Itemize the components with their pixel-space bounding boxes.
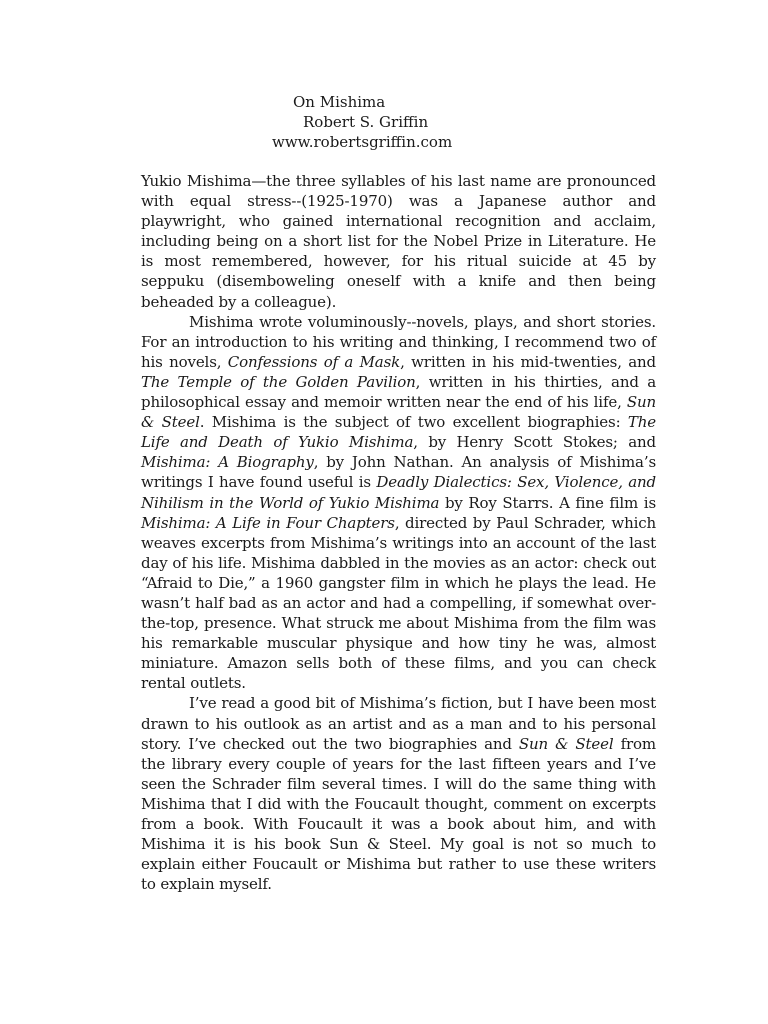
- text-run: , written in his thirties, and a philosophical essay and memoir written near the end of his life,: [141, 372, 656, 412]
- author-name: Robert S. Griffin: [303, 113, 429, 131]
- text-run: Yukio Mishima—the three syllables of his last name are pronounced with equal stress--(1925-1970) was a Japanese author and playwright, who gained international recognition and acclaim, including being on a short list for the Nobel Prize in Literature. He is most remembered, however, for his ritual suicide at 45 by seppuku (disemboweling oneself with a knife and then being beheaded by a colleague).: [141, 172, 656, 311]
- text-run: , directed by Paul Schrader, which weaves excerpts from Mishima’s writings into an account of the last day of his life. Mishima dabbled in the movies as an actor: check out “Afraid to Die,” a 1960 gangster film in which he plays the lead. He wasn’t half bad as an actor and had a compelling, if somewhat over-the-top, presence. What struck me about Mishima from the film was his remarkable muscular physique and how tiny he was, almost miniature. Amazon sells both of these films, and you can check rental outlets.: [141, 513, 656, 693]
- author-website: www.robertsgriffin.com: [272, 133, 453, 151]
- book-title: The Life and Death of Yukio Mishima: [141, 413, 656, 452]
- book-title: Confessions of a Mask: [227, 352, 401, 371]
- text-run: Mishima wrote voluminously--novels, plays, and short stories. For an introduction to his writing and thinking, I recommend two of his novels,: [141, 312, 656, 371]
- film-title: Mishima: A Life in Four Chapters: [141, 513, 395, 532]
- text-run: I’ve read a good bit of Mishima’s fiction, but I have been most drawn to his outlook as an artist and as a man and to his personal story. I’ve checked out the two biographies and: [141, 694, 656, 753]
- book-title: Deadly Dialectics: Sex, Violence, and Nihilism in the World of Yukio Mishima: [141, 473, 656, 512]
- text-run: , written in his mid-twenties, and: [400, 352, 657, 371]
- text-run: from the library every couple of years for the last fifteen years and I’ve seen the Schrader film several times. I will do the same thing with Mishima that I did with the Foucault thought, comment on excerpts from a book. With Foucault it was a book about him, and with Mishima it is his book Sun & Steel. My goal is not so much to explain either Foucault or Mishima but rather to use these writers to explain myself.: [141, 734, 656, 894]
- paragraph-1: [141, 171, 656, 312]
- document-title: On Mishima: [293, 93, 386, 111]
- book-title: Sun & Steel: [518, 734, 614, 753]
- document-body: [141, 171, 656, 894]
- text-run: . Mishima is the subject of two excellent biographies:: [199, 413, 628, 432]
- text-run: , by Henry Scott Stokes; and: [413, 433, 656, 452]
- book-title: Mishima: A Biography: [141, 453, 314, 472]
- paragraph-3: [141, 693, 656, 894]
- paragraph-2: [141, 312, 656, 694]
- book-title: Sun & Steel: [141, 393, 656, 432]
- text-run: , by John Nathan. An analysis of Mishima’s writings I have found useful is: [141, 453, 656, 492]
- text-run: by Roy Starrs. A fine film is: [439, 493, 656, 512]
- book-title: The Temple of the Golden Pavilion: [141, 372, 416, 391]
